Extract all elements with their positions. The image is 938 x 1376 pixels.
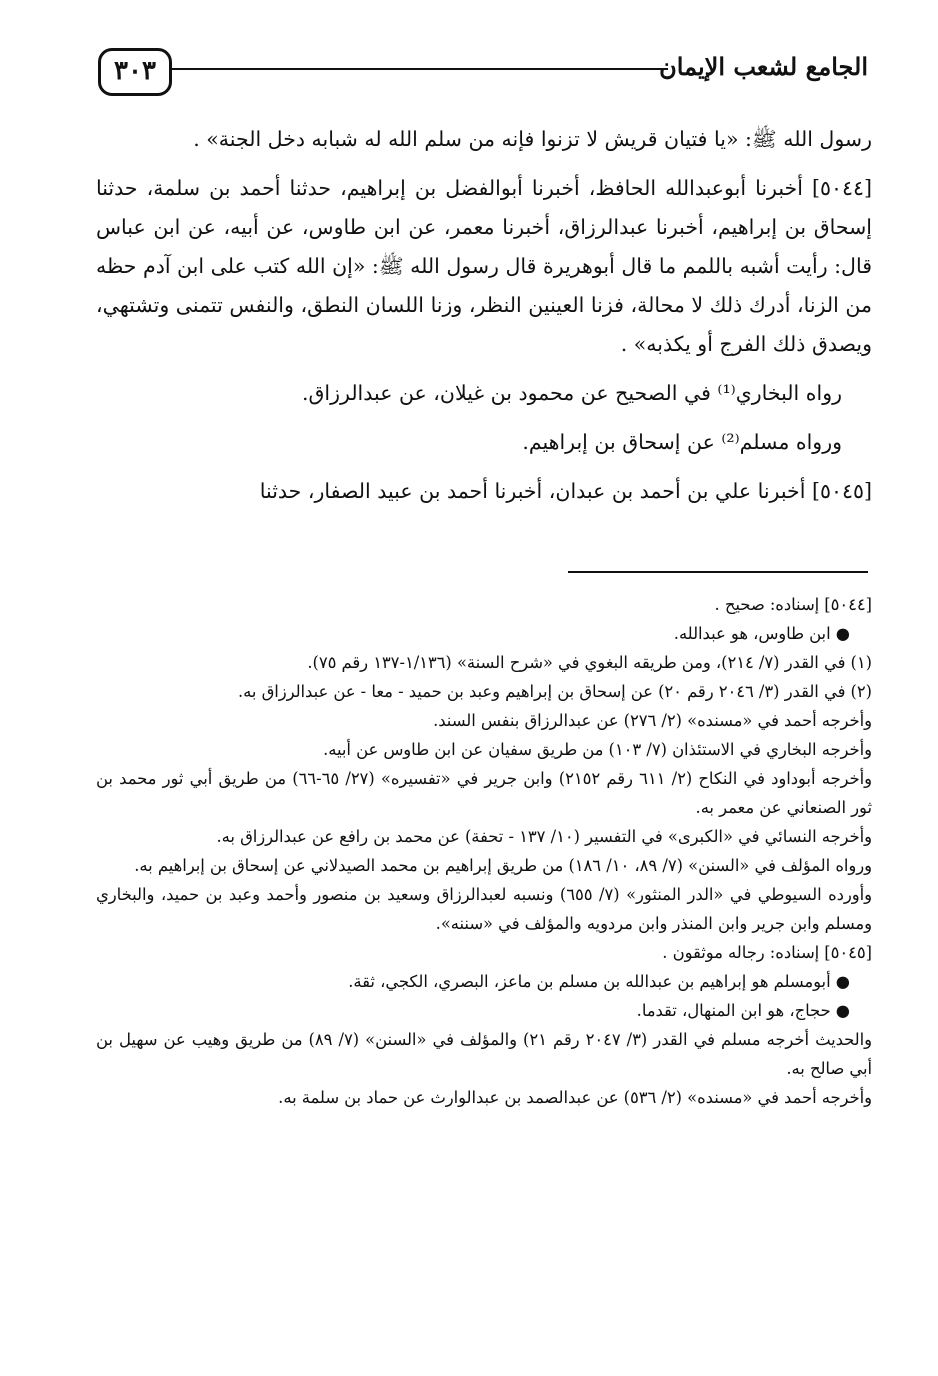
note-line: وأخرجه أحمد في «مسنده» (٢/ ٢٧٦) عن عبدالرزاق بنفس السند. <box>433 711 872 730</box>
hadith-5044: [٥٠٤٤] أخبرنا أبوعبدالله الحافظ، أخبرنا أبوالفضل بن إبراهيم، حدثنا أحمد بن سلمة، حدثنا إسحاق بن إبراهيم، أخبرنا عبدالرزاق، أخبرنا معمر، عن ابن طاوس، عن أبيه، عن ابن عباس قال: رأيت أشبه باللمم ما قال أبوهريرة قال رسول الله ﷺ: «إن الله كتب على ابن آدم حظه من الزنا، أدرك ذلك لا محالة، فزنا العينين النظر، وزنا اللسان النطق، والنفس تتمنى وتشتهي، ويصدق ذلك الفرج أو يكذبه» . <box>96 176 872 356</box>
note-line: وأورده السيوطي في «الدر المنثور» (٧/ ٦٥٥) ونسبه لعبدالرزاق وسعيد بن منصور وأحمد وعبد بن حميد، والبخاري ومسلم وابن جرير وابن المنذر وابن مردويه والمؤلف في «سننه». <box>96 885 872 933</box>
main-text <box>96 120 872 511</box>
footnotes <box>96 590 872 1112</box>
note-bullet: ● حجاج، هو ابن المنهال، تقدما. <box>636 1001 850 1020</box>
note-bullet: ● أبومسلم هو إبراهيم بن عبدالله بن مسلم بن ماعز، البصري، الكجي، ثقة. <box>348 972 850 991</box>
note-line: والحديث أخرجه مسلم في القدر (٣/ ٢٠٤٧ رقم ٢١) والمؤلف في «السنن» (٧/ ٨٩) من طريق وهيب عن سهيل بن أبي صالح به. <box>96 1030 873 1078</box>
footnote-separator <box>568 571 868 573</box>
footnote-1: (١) في القدر (٧/ ٢١٤)، ومن طريقه البغوي في «شرح السنة» (١/١٣٦-١٣٧ رقم ٧٥). <box>307 653 872 672</box>
note-line: ورواه المؤلف في «السنن» (٧/ ٨٩، ١٠/ ١٨٦) من طريق إبراهيم بن محمد الصيدلاني عن إسحاق بن إبراهيم به. <box>134 856 872 875</box>
note-line: وأخرجه النسائي في «الكبرى» في التفسير (١٠/ ١٣٧ - تحفة) عن محمد بن رافع عن عبدالرزاق به. <box>216 827 872 846</box>
page-header <box>98 48 868 98</box>
note-line: وأخرجه أحمد في «مسنده» (٢/ ٥٣٦) عن عبدالصمد بن عبدالوارث عن حماد بن سلمة به. <box>278 1088 872 1107</box>
note-bullet: ● ابن طاوس، هو عبدالله. <box>673 624 850 643</box>
note-isnad-5044: [٥٠٤٤] إسناده: صحيح . <box>714 595 872 614</box>
footnote-2: (٢) في القدر (٣/ ٢٠٤٦ رقم ٢٠) عن إسحاق بن إبراهيم وعبد بن حميد - معا - عن عبدالرزاق به. <box>237 682 872 701</box>
muslim-attribution: ورواه مسلم⁽²⁾ عن إسحاق بن إبراهيم. <box>522 430 842 454</box>
header-rule <box>170 68 668 70</box>
note-isnad-5045: [٥٠٤٥] إسناده: رجاله موثقون . <box>662 943 872 962</box>
note-line: وأخرجه البخاري في الاستئذان (٧/ ١٠٣) من طريق سفيان عن ابن طاوس عن أبيه. <box>323 740 872 759</box>
hadith-5045: [٥٠٤٥] أخبرنا علي بن أحمد بن عبدان، أخبرنا أحمد بن عبيد الصفار، حدثنا <box>259 479 872 503</box>
main-paragraph: رسول الله ﷺ: «يا فتيان قريش لا تزنوا فإنه من سلم الله له شبابه دخل الجنة» . <box>193 127 872 151</box>
bukhari-attribution: رواه البخاري⁽¹⁾ في الصحيح عن محمود بن غيلان، عن عبدالرزاق. <box>301 381 842 405</box>
note-line: وأخرجه أبوداود في النكاح (٢/ ٦١١ رقم ٢١٥٢) وابن جرير في «تفسيره» (٢٧/ ٦٥-٦٦) من طريق أبي ثور محمد بن ثور الصنعاني عن معمر به. <box>96 769 872 817</box>
running-title: الجامع لشعب الإيمان <box>659 52 868 81</box>
page-number: ٣٠٣ <box>98 48 172 96</box>
